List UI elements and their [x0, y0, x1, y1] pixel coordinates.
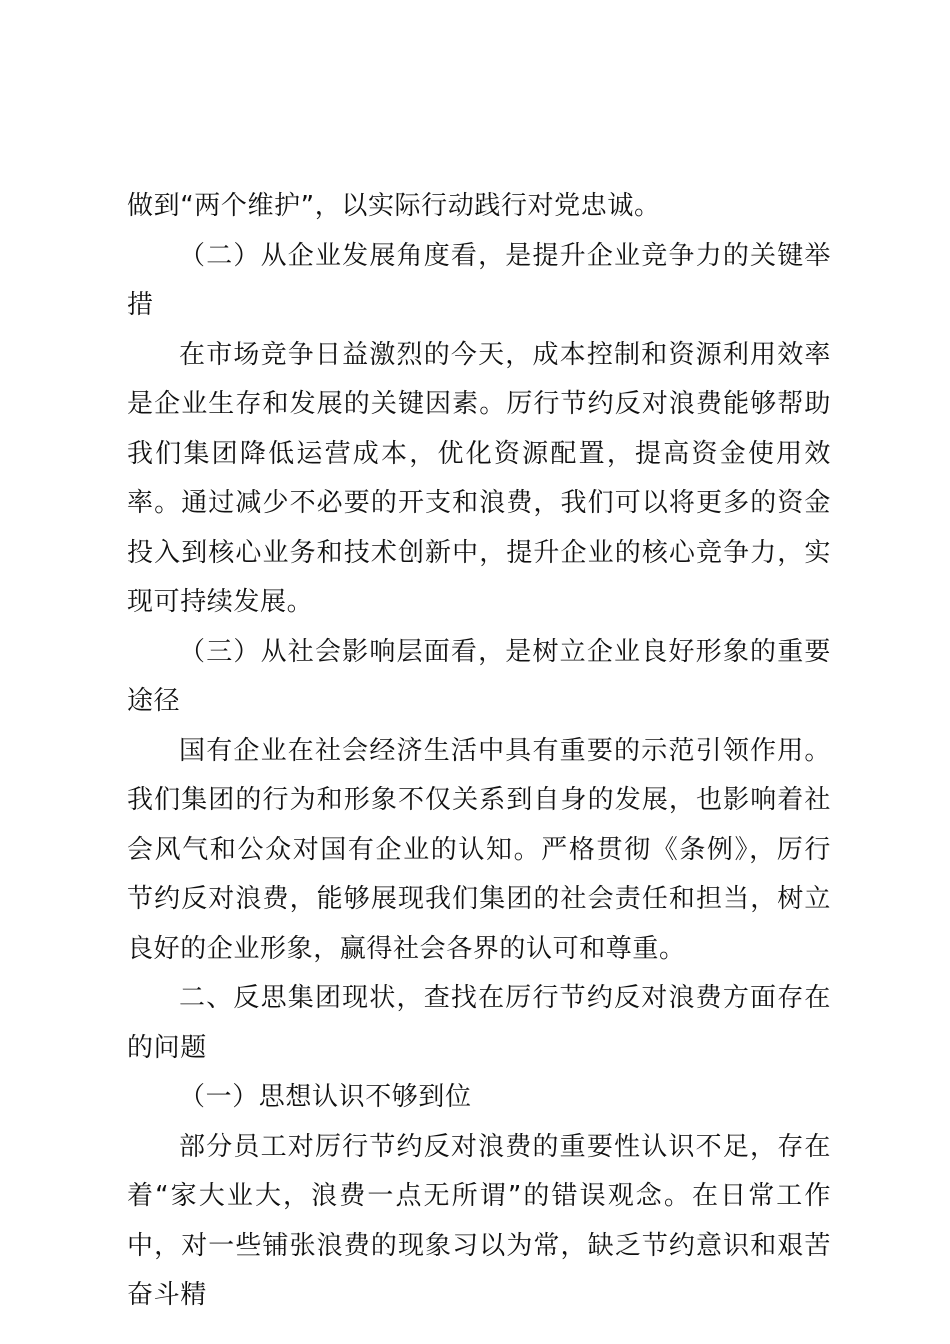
paragraph-continuation: 做到“两个维护”，以实际行动践行对党忠诚。 [127, 191, 661, 221]
section-heading-3: （三）从社会影响层面看，是树立企业良好形象的重要途径 [127, 636, 831, 716]
document-body [127, 182, 831, 1321]
body-paragraph: 部分员工对厉行节约反对浪费的重要性认识不足，存在着“家大业大，浪费一点无所谓”的错误观念。在日常工作中，对一些铺张浪费的现象习以为常，缺乏节约意识和艰苦奋斗精 [127, 1131, 831, 1310]
body-paragraph: 在市场竞争日益激烈的今天，成本控制和资源利用效率是企业生存和发展的关键因素。厉行节约反对浪费能够帮助我们集团降低运营成本，优化资源配置，提高资金使用效率。通过减少不必要的开支和浪费，我们可以将更多的资金投入到核心业务和技术创新中，提升企业的核心竞争力，实现可持续发展。 [127, 339, 831, 617]
body-paragraph: 国有企业在社会经济生活中具有重要的示范引领作用。我们集团的行为和形象不仅关系到自身的发展，也影响着社会风气和公众对国有企业的认知。严格贯彻《条例》，厉行节约反对浪费，能够展现我们集团的社会责任和担当，树立良好的企业形象，赢得社会各界的认可和尊重。 [127, 735, 831, 964]
section-heading-2: （二）从企业发展角度看，是提升企业竞争力的关键举措 [127, 240, 831, 320]
chapter-heading-2: 二、反思集团现状，查找在厉行节约反对浪费方面存在的问题 [127, 983, 831, 1063]
section-heading-1: （一）思想认识不够到位 [179, 1082, 472, 1112]
